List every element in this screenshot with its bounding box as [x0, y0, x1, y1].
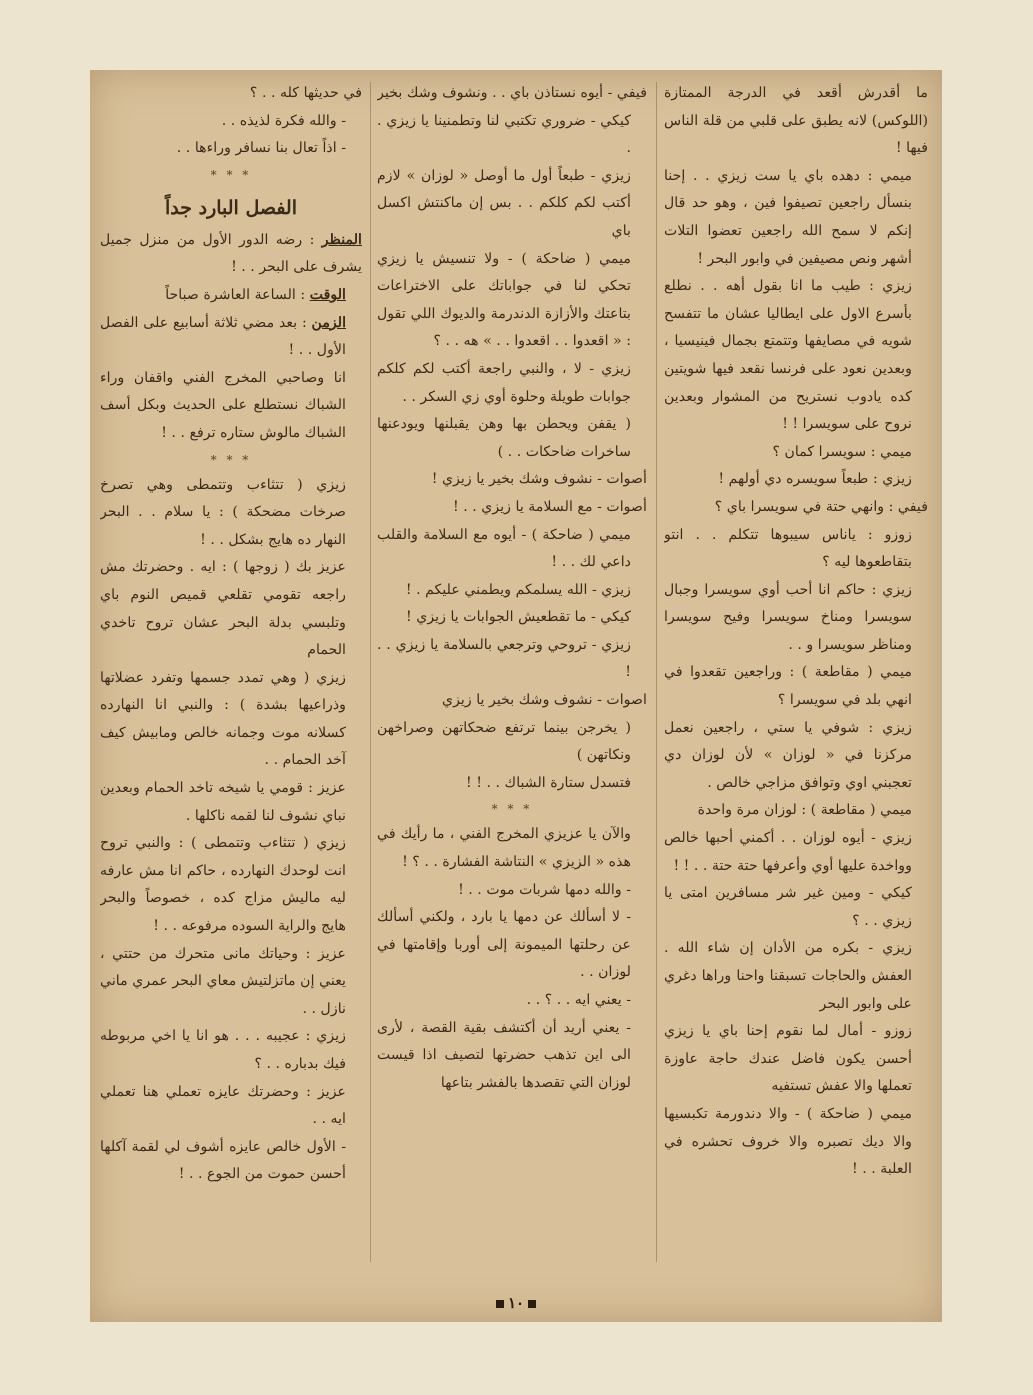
- page-number: [466, 1294, 566, 1312]
- paragraph: ميمي ( ضاحكة ) - والا دندورمة تكبسيها والا ديك تصبره والا خروف تحشره في العلبة . . !: [664, 1105, 912, 1178]
- column-divider: [370, 82, 371, 1262]
- paragraph: ميمي : سويسرا كمان ؟: [772, 443, 912, 460]
- paragraph: في حديثها كله . . ؟: [249, 85, 362, 101]
- scene-text: : رضه الدور الأول من منزل جميل يشرف على البحر . . !: [100, 231, 362, 276]
- paragraph: ما أقدرش أقعد في الدرجة الممتازة (اللوكس) لانه يطبق على قلبي من قلة الناس فيها !: [664, 85, 928, 157]
- paragraph: زيزي - أيوه لوزان . . أكمني أحبها خالص وواخدة عليها أوي وأعرفها حتة حتة . . ! !: [664, 830, 912, 874]
- paragraph: زيزي : عجيبه . . . هو انا يا اخي مربوطه فيك بدباره . . ؟: [100, 1028, 346, 1072]
- paragraph: زيزي - لا ، والنبي راجعة أكتب لكم كلكم جوابات طويلة وحلوة أوي زي السكر . .: [377, 360, 631, 405]
- section-separator: * * *: [491, 802, 533, 817]
- paragraph: فتسدل ستارة الشباك . . ! !: [466, 774, 631, 791]
- paragraph: زيزي ( وهي تمدد جسمها وتفرد عضلاتها وذراعيها بشدة ) : والنبي انا النهارده كسلانه موت وجمانه خالص ومابيش كيف آخد الحمام . .: [100, 669, 346, 769]
- paragraph: أصوات - نشوف وشك بخير يا زيزي !: [431, 471, 647, 488]
- paragraph: - يعني أريد أن أكتشف بقية القصة ، لأرى الى اين تذهب حضرتها لتصيف اذا قيست لوزان التي تقصدها بالفشر بتاعها: [377, 1019, 631, 1091]
- paragraph: - والله فكرة لذيذه . .: [221, 112, 346, 129]
- paragraph: زوزو : ياناس سيبوها تتكلم . . انتو بتقاطعوها ليه ؟: [664, 526, 912, 571]
- text-column-left: [100, 80, 362, 1282]
- page-number-text: ١٠: [507, 1294, 525, 1312]
- paragraph: ميمي ( مقاطعة ) : وراجعين تقعدوا في انهي بلد في سويسرا ؟: [664, 664, 912, 709]
- paragraph: عزيز : وحضرتك عايزه تعملي هنا تعملي ايه . .: [100, 1083, 346, 1128]
- paragraph: زيزي - تروحي وترجعي بالسلامة يا زيزي . . !: [377, 636, 631, 681]
- period-text: : بعد مضي ثلاثة أسابيع على الفصل الأول . . !: [100, 314, 346, 359]
- paragraph: - يعني ايه . . ؟ . .: [526, 992, 631, 1008]
- paragraph: كيكي - ما تقطعيش الجوابات يا زيزي !: [406, 609, 631, 626]
- paragraph: فيفي - أيوه نستاذن باي . . ونشوف وشك بخير: [377, 85, 647, 101]
- paragraph: ( يقفن ويحطن بها وهن يقبلنها ويودعنها ساخرات ضاحكات . . ): [377, 416, 631, 460]
- paragraph: ميمي ( ضاحكة ) - أيوه مع السلامة والقلب داعي لك . . !: [377, 526, 631, 571]
- paragraph: عزيز بك ( زوجها ) : ايه . وحضرتك مش راجعه تقومي تقلعي قميص النوم باي وتلبسي بدلة البحر عشان تروح تاخدي الحمام: [100, 559, 346, 659]
- paragraph: ميمي ( ضاحكة ) - ولا تنسيش يا زيزي تحكي لنا في جواباتك على الاختراعات بتاعتك والأزازة الدندرمة والديوك اللي تقول : « اقعدوا . . اقعدوا . . » هه . . ؟: [377, 250, 631, 350]
- magazine-page: [90, 70, 942, 1322]
- paragraph: زيزي - بكره من الأدان إن شاء الله . العفش والحاجات تسبقنا واحنا وراها دغري على وابور البحر: [664, 940, 912, 1012]
- paragraph: ميمي : دهده باي يا ست زيزي . . إحنا بنسأل راجعين تصيفوا فين ، وهو حد قال إنكم لا سمح الله راجعين تعضوا التلات أشهر ونص مصيفين في وابور البحر !: [664, 167, 912, 267]
- time-line: [100, 282, 362, 310]
- square-ornament-icon: [496, 1300, 504, 1308]
- paragraph: زيزي : طيب ما انا بقول أهه . . نطلع بأسرع الاول على ايطاليا عشان ما تتفسح شويه في مصايفها وتتمتع بجمال فينيسيا ، وبعدين نعود على فرنسا نقعد فيها شويتين كده يادوب نستريح من المشوار وبعدين نروح على سويسرا ! !: [664, 278, 912, 433]
- paragraph: عزيز : قومي يا شيخه تاخد الحمام وبعدين نباي نشوف لنا لقمه ناكلها .: [100, 780, 346, 824]
- paragraph: اصوات - نشوف وشك بخير يا زيزي: [441, 692, 647, 709]
- text-column-middle: [377, 80, 647, 1282]
- paragraph: - لا أسألك عن دمها يا بارد ، ولكني أسألك عن رحلتها الميمونة إلى أوربا وإقامتها في لوزان . .: [377, 909, 631, 981]
- paragraph: انا وصاحبي المخرج الفني واقفان وراء الشباك نستطلع على الحديث وبكل أسف الشباك مالوش ستاره ترفع . . !: [100, 369, 346, 441]
- paragraph: ( يخرجن بينما ترتفع ضحكاتهن وصراخهن ونكاتهن ): [377, 719, 631, 764]
- paragraph: كيكي - ضروري تكتبي لنا وتطمنينا يا زيزي . .: [377, 112, 631, 157]
- period-line: [100, 310, 362, 365]
- paragraph: زيزي ( تتثاءب وتتمطى وهي تصرخ صرخات مضحكة ) : يا سلام . . البحر النهار ده هايج بشكل . . !: [100, 476, 346, 548]
- paragraph: زيزي : شوفي يا ستي ، راجعين نعمل مركزنا في « لوزان » لأن لوزان دي تعجبني اوي وتوافق مزاجي خالص .: [664, 719, 912, 791]
- paragraph: - اذاً تعال بنا نسافر وراءها . .: [176, 140, 346, 157]
- paragraph: زيزي : حاكم انا أحب أوي سويسرا وجبال سويسرا ومناخ سويسرا وفيح سويسرا ومناظر سويسرا و . .: [664, 581, 912, 653]
- paragraph: زوزو - أمال لما نقوم إحنا باي يا زيزي أحسن يكون فاضل عندك حاجة عاوزة تعملها والا عفش تستفيه: [664, 1023, 912, 1095]
- paragraph: أصوات - مع السلامة يا زيزي . . !: [453, 498, 647, 515]
- text-column-right: [664, 80, 928, 1282]
- paragraph: عزيز : وحياتك مانى متحرك من حتتي ، يعني إن ماتزلتيش معاي البحر عمري ماني نازل . .: [100, 945, 346, 1017]
- paragraph: زيزي : طبعاً سويسره دي أولهم !: [718, 471, 912, 488]
- paragraph: زيزي - الله يسلمكم ويطمني عليكم . !: [405, 581, 631, 598]
- scene-line: [100, 227, 362, 282]
- paragraph: - والله دمها شربات موت . . !: [458, 881, 631, 898]
- paragraph: كيكي - ومين غير شر مسافرين امتى يا زيزي . . ؟: [664, 885, 912, 929]
- paragraph: فيفي : وانهي حتة في سويسرا باي ؟: [714, 498, 928, 515]
- period-label: الزمن: [311, 314, 347, 331]
- section-separator: * * *: [210, 167, 252, 182]
- paragraph: ميمي ( مقاطعة ) : لوزان مرة واحدة: [697, 802, 912, 819]
- section-separator: * * *: [210, 452, 252, 467]
- scene-label: المنظر: [321, 231, 362, 248]
- column-divider: [656, 82, 657, 1262]
- paragraph: زيزي - طبعاً أول ما أوصل « لوزان » لازم أكتب لكم كلكم . . بس إن ماكنتش اكسل باي: [377, 167, 631, 239]
- time-text: : الساعة العاشرة صباحاً: [165, 286, 306, 303]
- paragraph: زيزي ( تتثاءب وتتمطى ) : والنبي تروح انت لوحدك النهارده ، حاكم انا مش عارفه ليه ماليش مزاج كده ، خصوصاً والبحر هايج والراية السوده مرفوعه . . !: [100, 835, 346, 935]
- paragraph: والآن يا عزيزي المخرج الفني ، ما رأيك في هذه « الزيزي » النتاشة الفشارة . . ؟ !: [377, 826, 631, 871]
- square-ornament-icon: [528, 1300, 536, 1308]
- time-label: الوقت: [309, 286, 346, 303]
- paragraph: - الأول خالص عايزه أشوف لي لقمة آكلها أحسن حموت من الجوع . . !: [100, 1138, 346, 1183]
- chapter-title: الفصل البارد جداً: [165, 196, 297, 219]
